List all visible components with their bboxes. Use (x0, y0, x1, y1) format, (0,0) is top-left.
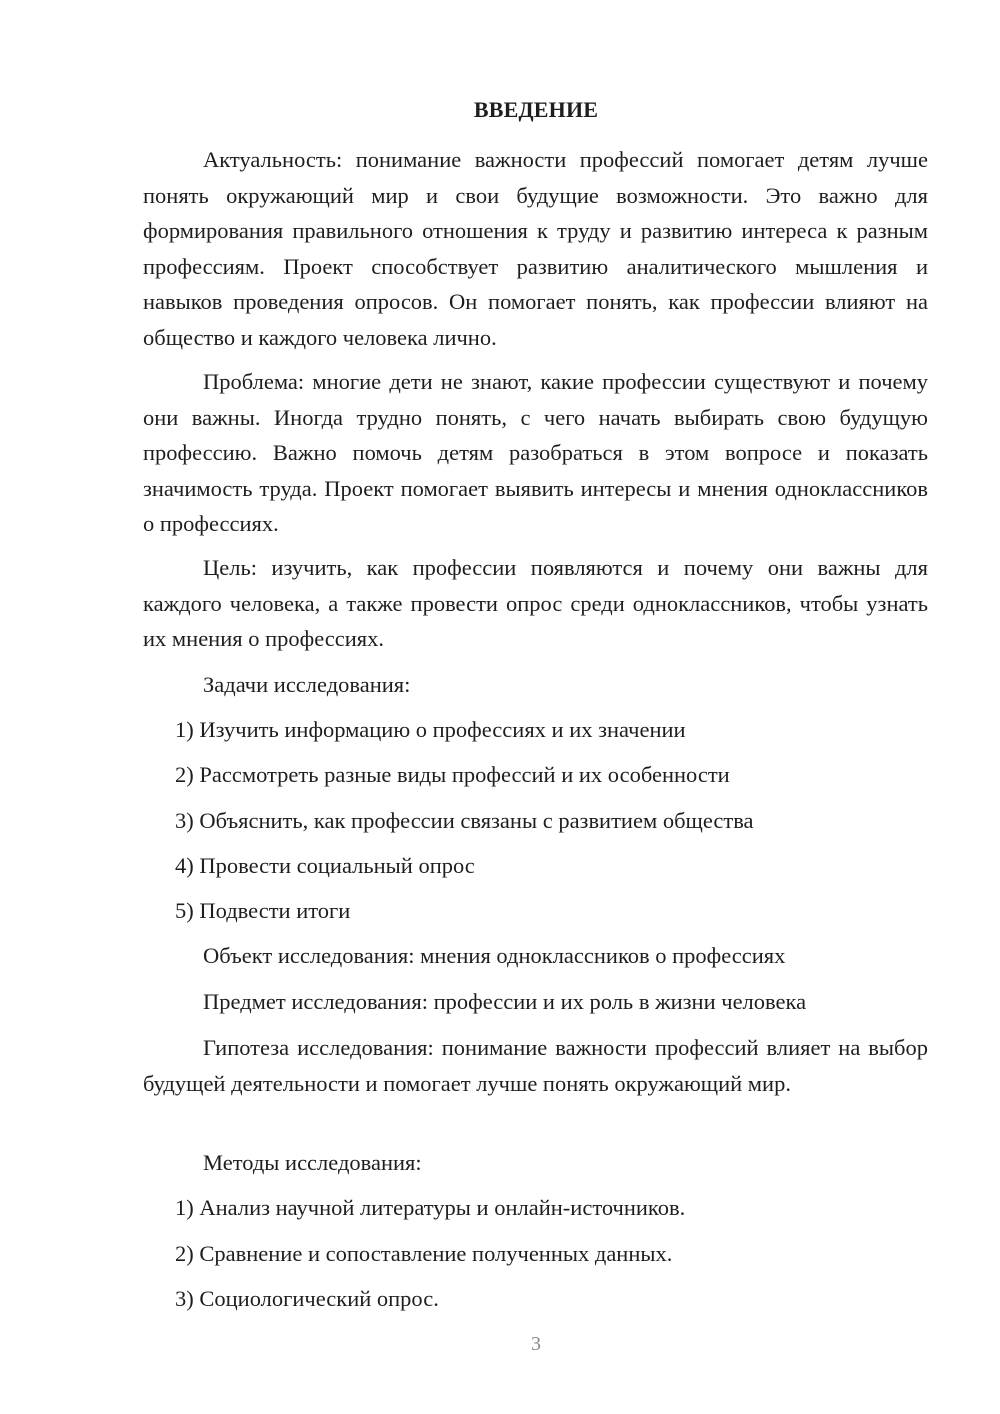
methods-heading: Методы исследования: (203, 1150, 422, 1175)
method-item-2: 2) Сравнение и сопоставление полученных данных. (175, 1241, 673, 1266)
task-item-1: 1) Изучить информацию о профессиях и их значении (175, 717, 686, 742)
tasks-heading: Задачи исследования: (203, 672, 411, 697)
task-item-5: 5) Подвести итоги (175, 898, 351, 923)
hypothesis-paragraph: Гипотеза исследования: понимание важности профессий влияет на выбор будущей деятельности и помогает лучше понять окружающий мир. (143, 1035, 928, 1096)
method-item-1: 1) Анализ научной литературы и онлайн-источников. (175, 1195, 686, 1220)
task-item-4: 4) Провести социальный опрос (175, 853, 475, 878)
page-title: ВВЕДЕНИЕ (473, 97, 599, 122)
task-item-2: 2) Рассмотреть разные виды профессий и их особенности (175, 762, 730, 787)
method-item-3: 3) Социологический опрос. (175, 1286, 439, 1311)
research-subject: Предмет исследования: профессии и их роль в жизни человека (203, 989, 807, 1014)
research-object: Объект исследования: мнения одноклассников о профессиях (203, 943, 786, 968)
page-number: 3 (531, 1333, 541, 1355)
relevance-paragraph: Актуальность: понимание важности профессий помогает детям лучше понять окружающий мир и свои будущие возможности. Это важно для формирования правильного отношения к труду и развитию интереса к разным профессиям. Проект способствует развитию аналитического мышления и навыков проведения опросов. Он помогает понять, как профессии влияют на общество и каждого человека лично. (143, 147, 928, 350)
problem-paragraph: Проблема: многие дети не знают, какие профессии существуют и почему они важны. Иногда трудно понять, с чего начать выбирать свою будущую профессию. Важно помочь детям разобраться в этом вопросе и показать значимость труда. Проект помогает выявить интересы и мнения одноклассников о профессиях. (143, 369, 928, 536)
goal-paragraph: Цель: изучить, как профессии появляются и почему они важны для каждого человека, а также провести опрос среди одноклассников, чтобы узнать их мнения о профессиях. (143, 555, 928, 651)
task-item-3: 3) Объяснить, как профессии связаны с развитием общества (175, 808, 754, 833)
